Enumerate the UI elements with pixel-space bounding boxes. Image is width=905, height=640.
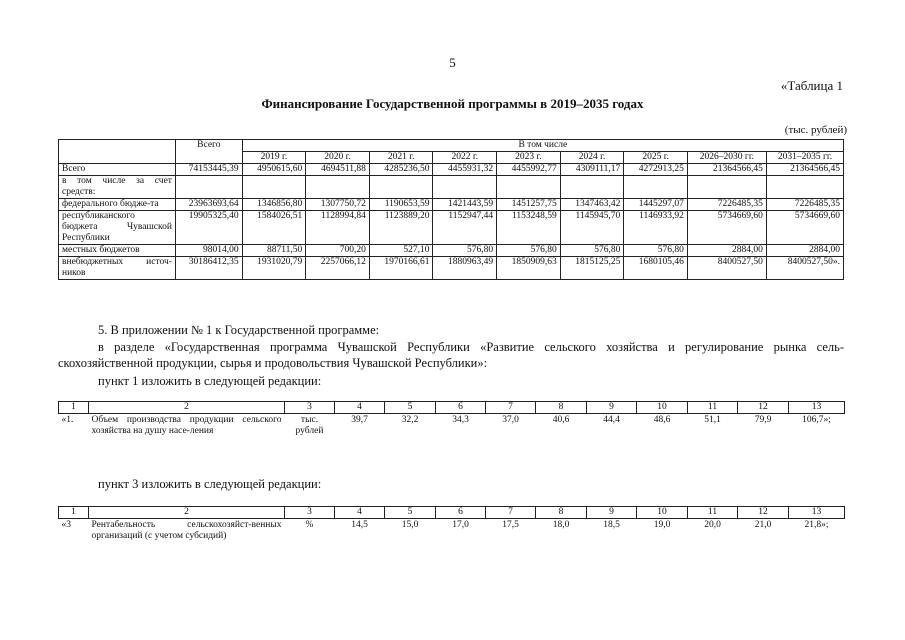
cell-value: 527,10 [369,245,433,257]
column-number: 7 [486,507,536,519]
row-total: 30186412,35 [175,257,242,280]
cell-value: 4285236,50 [369,164,433,176]
financing-table [58,139,844,280]
column-number: 9 [587,402,637,414]
indicator-description: Рентабельность сельскохозяйст-венных организаций (с учетом субсидий) [91,520,282,541]
cell-value: 1445297,07 [624,199,688,211]
column-number: 13 [789,507,845,519]
cell-value: 1145945,70 [560,211,624,245]
column-number: 12 [738,507,789,519]
column-number: 11 [688,402,738,414]
column-number-row [59,507,845,519]
indicator-value: 17,0 [452,520,469,530]
header-row-1 [59,140,844,152]
cell-value: 2257066,12 [306,257,370,280]
indicator-value: 37,0 [502,415,519,425]
cell-value: 1931020,79 [242,257,306,280]
table-row [59,176,844,199]
table-reference: «Таблица 1 [780,78,843,93]
cell-value: 4694511,88 [306,164,370,176]
row-total: 19905325,40 [175,211,242,245]
cell-value: 1307750,72 [306,199,370,211]
cell-value [433,176,497,199]
cell-value: 1451257,75 [497,199,561,211]
period-header: 2020 г. [306,152,370,164]
cell-value: 4309111,17 [560,164,624,176]
column-number: 12 [738,402,789,414]
cell-value: 21364566,45 [687,164,766,176]
column-number: 6 [436,402,486,414]
cell-value: 576,80 [560,245,624,257]
section-5-paragraph: в разделе «Государственная программа Чувашской Республики «Развитие сельского хозяйства и регулирование рынка сель-скохозяйственной продукции, сырья и продовольствия Чувашской Республики»: [58,340,844,370]
indicator-value: 79,9 [754,415,772,425]
indicator-description: Объем производства продукции сельского хозяйства на душу насе-ления [91,415,282,436]
cell-value: 88711,50 [242,245,306,257]
item-3-instruction: пункт 3 изложить в следующей редакции: [98,477,322,491]
row-total: 23963693,64 [175,199,242,211]
row-label: внебюджетных источ-ников [59,257,176,280]
cell-value: 1123889,20 [369,211,433,245]
cell-value: 21364566,45 [766,164,843,176]
column-number: 13 [789,402,845,414]
column-number: 1 [59,507,89,519]
column-number: 10 [637,507,688,519]
cell-value: 4455931,32 [433,164,497,176]
row-label: федерального бюдже-та [59,199,176,211]
row-label: местных бюджетов [59,245,176,257]
table-row [59,257,844,280]
cell-value: 576,80 [433,245,497,257]
column-number: 4 [335,507,385,519]
cell-value: 5734669,60 [766,211,843,245]
indicator-value: 21,8»; [804,520,829,530]
cell-value [497,176,561,199]
cell-value [369,176,433,199]
row-total: 74153445,39 [175,164,242,176]
column-number: 5 [385,402,436,414]
column-number: 4 [335,402,385,414]
indicator-number: «1. [61,415,74,425]
indicator-value: 14,5 [351,520,368,530]
indicator-value: 15,0 [401,520,419,530]
period-header: 2024 г. [560,152,624,164]
period-header: 2023 г. [497,152,561,164]
cell-value: 7226485,35 [687,199,766,211]
period-header: 2019 г. [242,152,306,164]
cell-value: 700,20 [306,245,370,257]
page-number: 5 [449,55,456,70]
indicator-number: «3 [61,520,71,530]
cell-value: 4455992,77 [497,164,561,176]
indicator-unit: тыс. рублей [295,415,324,436]
unit-note: (тыс. рублей) [784,124,847,136]
row-label: республиканского бюджета Чувашской Республики [59,211,176,245]
item-1-instruction: пункт 1 изложить в следующей редакции: [98,374,322,388]
column-number: 5 [385,507,436,519]
column-number: 8 [536,402,587,414]
cell-value: 1850909,63 [497,257,561,280]
cell-value: 1153248,59 [497,211,561,245]
indicator-row [59,414,845,438]
cell-value [306,176,370,199]
period-header: 2026–2030 гг. [687,152,766,164]
cell-value [624,176,688,199]
cell-value: 1128994,84 [306,211,370,245]
cell-value: 2884,00 [766,245,843,257]
table-row [59,164,844,176]
column-number: 7 [486,402,536,414]
indicator-value: 40,6 [552,415,570,425]
table-row [59,199,844,211]
indicator-value: 51,1 [704,415,721,425]
header-label-cell [59,140,176,164]
header-including: В том числе [242,140,843,152]
cell-value: 8400527,50 [687,257,766,280]
header-total: Всего [175,140,242,164]
indicator-value: 32,2 [401,415,419,425]
section-5-heading: 5. В приложении № 1 к Государственной программе: [98,323,380,337]
indicator-table-1 [58,401,845,437]
cell-value: 1970166,61 [369,257,433,280]
column-number: 2 [89,402,285,414]
period-header: 2022 г. [433,152,497,164]
column-number: 3 [285,402,335,414]
indicator-value: 20,0 [704,520,721,530]
indicator-unit: % [305,520,314,530]
period-header: 2025 г. [624,152,688,164]
cell-value: 4272913,25 [624,164,688,176]
indicator-value: 48,6 [653,415,671,425]
indicator-value: 21,0 [754,520,772,530]
indicator-value: 106,7»; [802,415,831,425]
cell-value: 1152947,44 [433,211,497,245]
table-row [59,211,844,245]
row-label: в том числе за счет средств: [59,176,176,199]
cell-value: 8400527,50». [766,257,843,280]
column-number: 2 [89,507,285,519]
cell-value: 1146933,92 [624,211,688,245]
row-total: 98014,00 [175,245,242,257]
column-number-row [59,402,845,414]
cell-value: 2884,00 [687,245,766,257]
cell-value: 5734669,60 [687,211,766,245]
cell-value: 1815125,25 [560,257,624,280]
indicator-value: 19,0 [653,520,671,530]
indicator-row [59,519,845,543]
column-number: 11 [688,507,738,519]
column-number: 6 [436,507,486,519]
cell-value: 7226485,35 [766,199,843,211]
cell-value: 1880963,49 [433,257,497,280]
cell-value: 1680105,46 [624,257,688,280]
cell-value: 576,80 [497,245,561,257]
cell-value: 1347463,42 [560,199,624,211]
indicator-table-3 [58,506,845,542]
column-number: 9 [587,507,637,519]
cell-value [242,176,306,199]
cell-value: 1421443,59 [433,199,497,211]
indicator-value: 34,3 [452,415,469,425]
indicator-value: 44,4 [603,415,620,425]
period-header: 2031–2035 гг. [766,152,843,164]
column-number: 3 [285,507,335,519]
indicator-value: 39,7 [351,415,368,425]
cell-value: 1346856,80 [242,199,306,211]
row-label: Всего [59,164,176,176]
column-number: 10 [637,402,688,414]
cell-value [560,176,624,199]
row-total [175,176,242,199]
cell-value: 1584026,51 [242,211,306,245]
cell-value [687,176,766,199]
indicator-value: 17,5 [502,520,519,530]
column-number: 1 [59,402,89,414]
table-title: Финансирование Государственной программы в 2019–2035 годах [261,96,644,111]
cell-value: 1190653,59 [369,199,433,211]
period-header: 2021 г. [369,152,433,164]
cell-value [766,176,843,199]
column-number: 8 [536,507,587,519]
table-row [59,245,844,257]
indicator-value: 18,0 [552,520,570,530]
cell-value: 4950615,60 [242,164,306,176]
cell-value: 576,80 [624,245,688,257]
indicator-value: 18,5 [603,520,620,530]
